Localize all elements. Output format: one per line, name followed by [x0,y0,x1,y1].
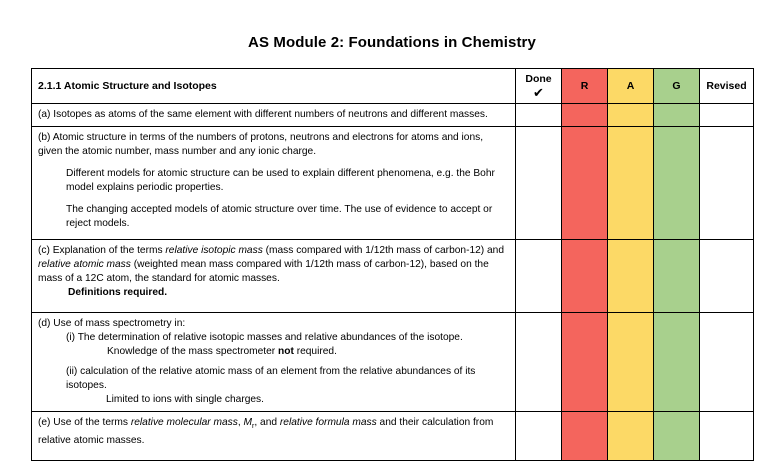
amber-cell[interactable] [608,240,654,313]
amber-cell[interactable] [608,127,654,240]
revised-cell[interactable] [700,412,754,461]
header-row [32,69,754,104]
revised-cell[interactable] [700,240,754,313]
row-a-text: (a) Isotopes as atoms of the same element with different numbers of neutrons and different masses. [32,104,516,127]
revised-cell[interactable] [700,313,754,412]
row-d-ii-note: Limited to ions with single charges. [106,394,264,405]
table-row [32,240,754,313]
row-d-i-note: Knowledge of the mass spectrometer not required. [107,346,337,357]
page-title: AS Module 2: Foundations in Chemistry [248,34,536,51]
done-header [516,69,562,104]
green-cell[interactable] [654,313,700,412]
amber-header: A [608,69,654,104]
green-cell[interactable] [654,104,700,127]
revised-cell[interactable] [700,104,754,127]
row-b-text: (b) Atomic structure in terms of the numbers of protons, neutrons and electrons for atoms and ions, given the atomic number, mass number and any ionic charge. [38,132,484,157]
red-cell[interactable] [562,127,608,240]
red-cell[interactable] [562,104,608,127]
table-row [32,412,754,461]
green-header: G [654,69,700,104]
row-d-ii: (ii) calculation of the relative atomic mass of an element from the relative abundances of its isotopes. [66,366,476,391]
table-row [32,104,754,127]
done-cell[interactable] [516,127,562,240]
done-cell[interactable] [516,104,562,127]
checklist-table [31,68,754,461]
row-d-i: (i) The determination of relative isotopic masses and relative abundances of the isotope. [66,332,463,343]
checkmark-icon: ✔ [533,85,544,100]
row-c-note: Definitions required. [68,287,168,298]
table-row [32,127,754,240]
row-c-text: (c) Explanation of the terms relative isotopic mass (mass compared with 1/12th mass of carbon-12) and relative atomic mass (weighted mean mass compared with 1/12th mass of carbon-12), based on the mass of a 12C atom, the standard for atomic masses. [38,245,505,284]
green-cell[interactable] [654,240,700,313]
red-cell[interactable] [562,313,608,412]
amber-cell[interactable] [608,412,654,461]
red-cell[interactable] [562,412,608,461]
revised-header: Revised [700,69,754,104]
revised-cell[interactable] [700,127,754,240]
done-cell[interactable] [516,412,562,461]
green-cell[interactable] [654,412,700,461]
red-cell[interactable] [562,240,608,313]
red-header: R [562,69,608,104]
section-heading: 2.1.1 Atomic Structure and Isotopes [32,69,516,104]
amber-cell[interactable] [608,104,654,127]
done-cell[interactable] [516,240,562,313]
done-label: Done [525,73,552,85]
amber-cell[interactable] [608,313,654,412]
row-b-sub2: The changing accepted models of atomic structure over time. The use of evidence to accept or reject models. [66,204,493,229]
row-b-sub1: Different models for atomic structure can be used to explain different phenomena, e.g. the Bohr model explains periodic properties. [66,168,495,193]
row-d-text: (d) Use of mass spectrometry in: [38,318,186,329]
done-cell[interactable] [516,313,562,412]
row-e-text: (e) Use of the terms relative molecular mass, $M_r$, and relative formula mass and their calculation from relative atomic masses. [38,417,494,447]
green-cell[interactable] [654,127,700,240]
table-row [32,313,754,412]
